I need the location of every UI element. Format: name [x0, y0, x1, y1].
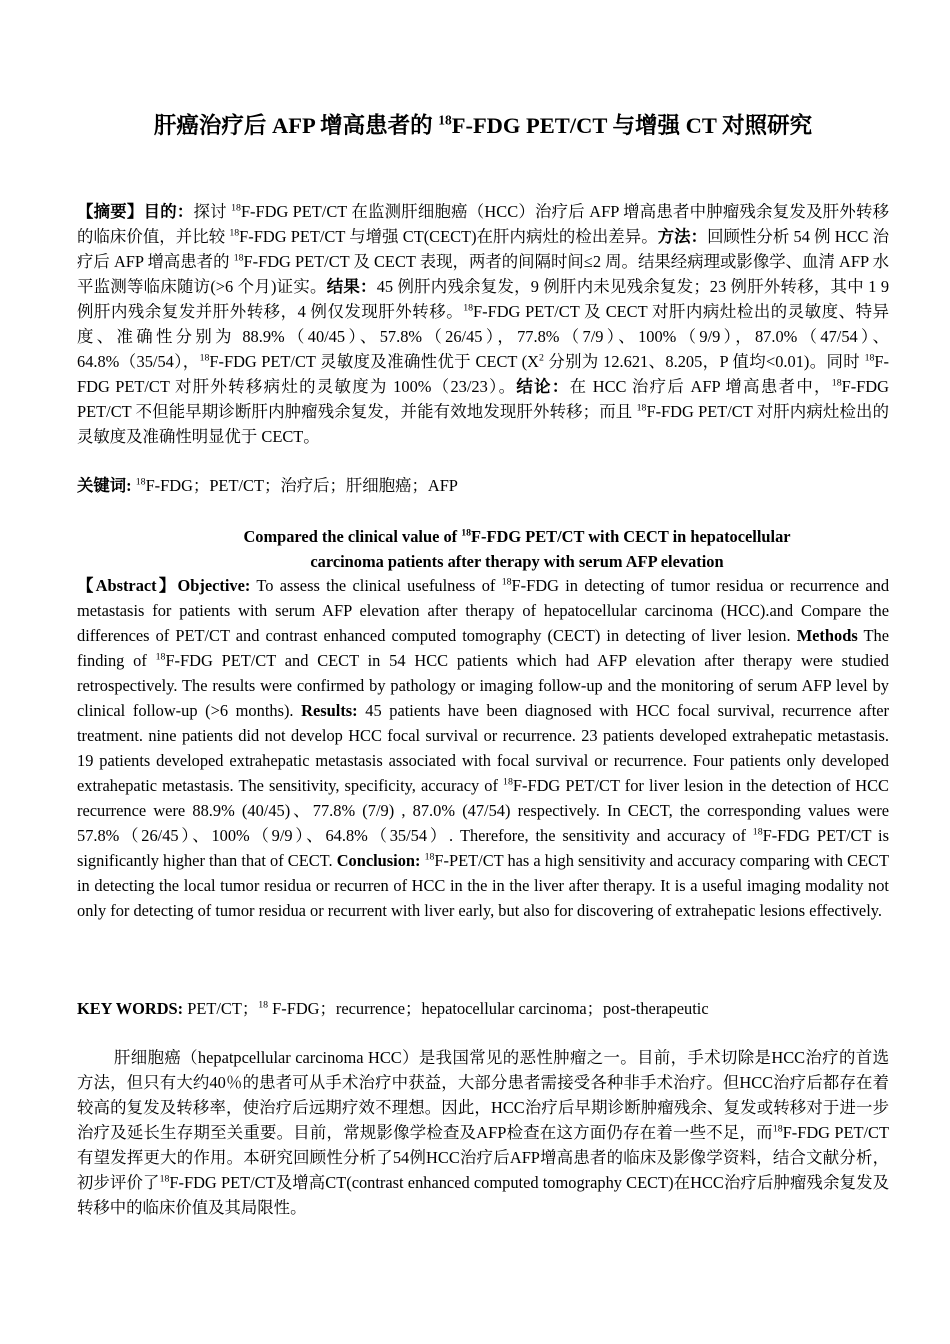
english-keywords — [77, 996, 889, 1021]
superscript: 18 — [463, 302, 474, 314]
english-title-line-2: carcinoma patients after therapy with serum AFP elevation — [310, 552, 724, 571]
superscript: 18 — [831, 377, 842, 389]
abstract-label: 【摘要】 — [77, 202, 144, 221]
abstract-text: F-FDG PET/CT and CECT in 54 HCC patients which had AFP elevation after therapy were studied retrospectively. The results were confirmed by pathology or imaging follow-up and the monitoring of serum AFP level by clinical follow-up (>6 months). — [77, 651, 889, 720]
paper-title — [77, 108, 889, 140]
abstract-text: 45 patients have been diagnosed with HCC focal survival, recurrence after treatment. nine patients did not develop HCC focal survival or recurrence. 23 patients developed extrahepatic metastasis. 19 patients developed extrahepatic metastasis associated with focal survival or recurrence. Four patients only developed extrahepatic metastasis. The sensitivity, specificity, accuracy of — [77, 701, 889, 795]
abstract-text: F-FDG PET/CT 及 CECT 对肝内病灶检出的灵敏度、特异度、准确性分别为 88.9%（40/45）、57.8%（26/45），77.8%（7/9）、100%（9/9），87.0%（47/54）、64.8%（35/54）， — [77, 302, 889, 371]
title-text: F-FDG PET/CT 与增强 CT 对照研究 — [451, 113, 813, 138]
intro-text: F-FDG PET/CT及增高CT(contrast enhanced computed tomography CECT)在HCC治疗后肿瘤残余复发及转移中的临床价值及其局限性。 — [77, 1173, 889, 1217]
abstract-text: 分别为 12.621、8.205，P 值均<0.01)。同时 — [543, 352, 865, 371]
abstract-text: F-FDG PET/CT 在监测肝细胞癌（HCC）治疗后 AFP 增高患者中肿瘤残余复发及肝外转移的临床价值，并比较 — [77, 202, 890, 246]
english-abstract — [77, 573, 889, 923]
chinese-keywords — [77, 473, 889, 498]
intro-text: 肝细胞癌（hepatpcellular carcinoma HCC）是我国常见的恶性肿瘤之一。目前，手术切除是HCC治疗的首选方法，但只有大约40％的患者可从手术治疗中获益，大部分患者需接受各种非手术治疗。但HCC治疗后都存在着较高的复发及转移率，使治疗后远期疗效不理想。因此，HCC治疗后早期诊断肿瘤残余、复发或转移对于进一步治疗及延长生存期至关重要。目前，常规影像学检查及AFP检查在这方面仍存在着一些不足，而 — [77, 1048, 889, 1142]
results-label: 结果： — [326, 277, 377, 296]
purpose-label: 目的： — [143, 202, 194, 221]
abstract-text: F-FDG PET/CT 对肝外转移病灶的灵敏度为 100%（23/23）。 — [77, 352, 889, 396]
superscript: 18 — [159, 1173, 170, 1185]
abstract-text: 在 HCC 治疗后 AFP 增高患者中， — [569, 377, 832, 396]
superscript: 18 — [503, 776, 513, 788]
keywords-text: F-FDG；recurrence；hepatocellular carcinoma；post-therapeutic — [268, 999, 709, 1018]
superscript: 18 — [461, 527, 472, 539]
abstract-text: 45 例肝内残余复发，9 例肝内未见残余复发；23 例肝外转移，其中 1 9 例肝内残余复发并肝外转移，4 例仅发现肝外转移。 — [77, 277, 890, 321]
abstract-text: F-FDG PET/CT is significantly higher than that of CECT. — [77, 826, 889, 870]
english-title-line-1 — [77, 524, 950, 549]
abstract-text: 回顾性分析 54 例 HCC 治疗后 AFP 增高患者的 — [77, 227, 890, 271]
superscript: 18 — [752, 826, 763, 838]
superscript: 2 — [538, 352, 544, 364]
keywords-text: F-FDG；PET/CT；治疗后；肝细胞癌；AFP — [145, 476, 458, 495]
abstract-text: The finding of — [77, 626, 889, 670]
superscript: 18 — [864, 352, 875, 364]
abstract-text: F-FDG in detecting of tumor residua or recurrence and metastasis for patients with serum AFP elevation after therapy of hepatocellular carcinoma (HCC).and Compare the differences of PET/CT and contrast enhanced computed tomography (CECT) in detecting of liver lesion. — [77, 576, 890, 645]
superscript: 18 — [155, 651, 166, 663]
superscript: 18 — [501, 576, 512, 588]
objective-label: Objective: — [177, 576, 251, 595]
abstract-text: F-FDG PET/CT 与增强 CT(CECT)在肝内病灶的检出差异。 — [239, 227, 658, 246]
conclusion-label: Conclusion: — [336, 851, 421, 870]
title-superscript: 18 — [438, 112, 452, 128]
superscript: 18 — [424, 851, 435, 863]
abstract-text: 探讨 — [193, 202, 232, 221]
results-label: Results: — [301, 701, 358, 720]
keywords-label: KEY WORDS: — [77, 999, 188, 1018]
english-title-text: Compared the clinical value of — [243, 527, 462, 546]
superscript: 18 — [772, 1123, 783, 1135]
methods-label: Methods — [796, 626, 858, 645]
abstract-text: To assess the clinical usefulness of — [250, 576, 502, 595]
methods-label: 方法： — [657, 227, 708, 246]
abstract-text: F-PET/CT has a high sensitivity and accuracy comparing with CECT in detecting the local tumor residua or recurren of HCC in the in the liver after therapy. It is a useful imaging modality not only for detecting of tumor residua or recurrent with liver early, but also for discovering of extrahepatic lesions effectively. — [77, 851, 889, 920]
abstract-label: 【Abstract】 — [77, 576, 178, 595]
english-title — [77, 524, 950, 574]
keywords-text: PET/CT； — [187, 999, 259, 1018]
superscript: 18 — [199, 352, 210, 364]
keywords-label: 关键词: — [77, 476, 136, 495]
abstract-text: F-FDG PET/CT 及 CECT 表现，两者的间隔时间≤2 周。结果经病理或影像学、血清 AFP 水平监测等临床随访(>6 个月)证实。 — [77, 252, 889, 296]
superscript: 18 — [231, 202, 241, 214]
superscript: 18 — [233, 252, 244, 264]
title-text: 肝癌治疗后 AFP 增高患者的 — [153, 113, 439, 138]
superscript: 18 — [258, 999, 269, 1011]
conclusion-label: 结论： — [516, 377, 570, 396]
english-title-text: F-FDG PET/CT with CECT in hepatocellular — [471, 527, 791, 546]
intro-text: F-FDG PET/CT有望发挥更大的作用。本研究回顾性分析了54例HCC治疗后AFP增高患者的临床及影像学资料，结合文献分析，初步评价了 — [77, 1123, 889, 1192]
superscript: 18 — [135, 476, 146, 488]
superscript: 18 — [636, 402, 647, 414]
abstract-text: F-FDG PET/CT 对肝内病灶检出的灵敏度及准确性明显优于 CECT。 — [77, 402, 889, 446]
abstract-text: F-FDG PET/CT 不但能早期诊断肝内肿瘤残余复发，并能有效地发现肝外转移；而且 — [77, 377, 889, 421]
superscript: 18 — [229, 227, 240, 239]
chinese-abstract — [77, 199, 889, 449]
abstract-text: F-FDG PET/CT for liver lesion in the detection of HCC recurrence were 88.9% (40/45)、77.8% (7/9) , 87.0% (47/54) respectively. In CECT, the corresponding values were 57.8%（26/45）、100%（9/9）、64.8%（35/54）. Therefore, the sensitivity and accuracy of — [77, 776, 889, 845]
introduction-paragraph — [77, 1045, 889, 1220]
abstract-text: F-FDG PET/CT 灵敏度及准确性优于 CECT (X — [209, 352, 539, 371]
